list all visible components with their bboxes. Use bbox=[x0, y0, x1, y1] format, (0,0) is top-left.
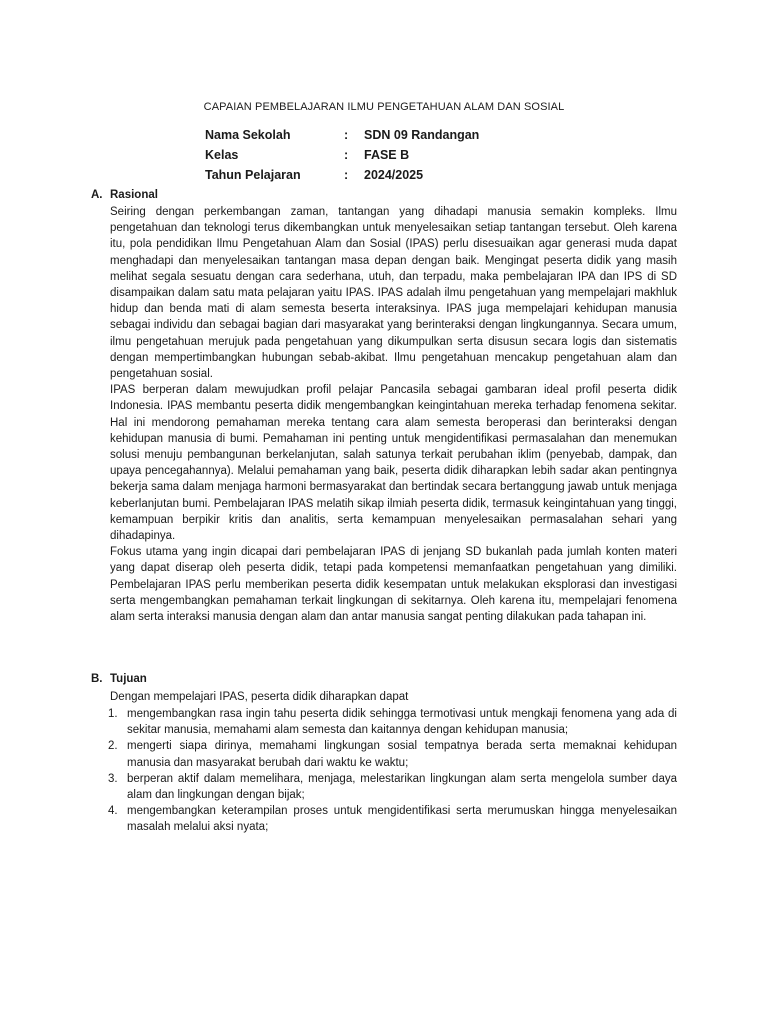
info-value: SDN 09 Randangan bbox=[364, 128, 480, 142]
paragraph: IPAS berperan dalam mewujudkan profil pelajar Pancasila sebagai gambaran ideal profil peserta didik Indonesia. IPAS membantu peserta didik mengembangkan keingintahuan mereka terhadap fenomena sekitar. Hal ini mendorong pemahaman mereka tentang cara alam semesta beroperasi dan berinteraksi dengan kehidupan manusia di bumi. Pemahaman ini penting untuk mengidentifikasi permasalahan dan menemukan solusi menuju pembangunan berkelanjutan, salah satunya terkait perubahan iklim (penyebab, dampak, dan upaya pencegahannya). Melalui pemahaman yang baik, peserta didik diharapkan lebih sadar akan pentingnya bekerja sama dalam menjaga harmoni bermasyarakat dan bertindak secara bertanggung jawab untuk menjaga keberlanjutan bumi. Pembelajaran IPAS melatih sikap ilmiah peserta didik, termasuk keingintahuan yang tinggi, kemampuan berpikir kritis dan analitis, serta kemampuan menyelesaikan permasalahan sehari yang dihadapinya. bbox=[110, 384, 677, 543]
info-value: 2024/2025 bbox=[364, 168, 424, 182]
list-number: 3. bbox=[108, 772, 118, 785]
paragraph: Seiring dengan perkembangan zaman, tantangan yang dihadapi manusia semakin kompleks. Ilmu pengetahuan dan teknologi terus dikembangkan untuk menyelesaikan setiap tantangan tersebut. Oleh karena itu, pola pendidikan Ilmu Pengetahuan Alam dan Sosial (IPAS) perlu disesuaikan agar generasi muda dapat menghadapi dan menyelesaikan tantangan masa depan dengan baik. Mengingat peserta didik yang masih melihat segala sesuatu dengan cara sederhana, utuh, dan terpadu, maka pembelajaran IPA dan IPS di SD disampaikan dalam satu mata pelajaran yaitu IPAS. IPAS adalah ilmu pengetahuan yang mempelajari makhluk hidup dan benda mati di alam semesta beserta interaksinya. IPAS juga mempelajari kehidupan manusia sebagai individu dan sebagai bagian dari masyarakat yang berinteraksi dengan lingkungannya. Secara umum, ilmu pengetahuan merujuk pada pengetahuan yang dikumpulkan serta disusun secara logis dan sistematis dengan mempertimbangkan hubungan sebab-akibat. Ilmu pengetahuan mencakup pengetahuan alam dan pengetahuan sosial. bbox=[110, 206, 677, 381]
list-number: 2. bbox=[108, 740, 118, 753]
info-colon: : bbox=[344, 168, 349, 182]
document-title: CAPAIAN PEMBELAJARAN ILMU PENGETAHUAN ALAM DAN SOSIAL bbox=[203, 101, 565, 113]
section-title: Tujuan bbox=[110, 673, 147, 685]
section-title: Rasional bbox=[110, 189, 158, 201]
list-item-text: mengembangkan keterampilan proses untuk mengidentifikasi serta merumuskan hingga menyelesaikan masalah melalui aksi nyata; bbox=[127, 805, 677, 834]
section-b-intro bbox=[110, 689, 677, 705]
list-item-text: mengerti siapa dirinya, memahami lingkungan sosial tempatnya berada serta memaknai kehidupan manusia dan masyarakat berubah dari waktu ke waktu; bbox=[127, 740, 677, 769]
section-a-body bbox=[110, 204, 677, 625]
section-letter: B. bbox=[91, 673, 103, 685]
list-item bbox=[108, 771, 677, 803]
info-label: Nama Sekolah bbox=[205, 128, 291, 142]
objectives-list bbox=[108, 706, 677, 836]
list-item bbox=[108, 706, 677, 738]
list-item bbox=[108, 803, 677, 835]
paragraph: Dengan mempelajari IPAS, peserta didik diharapkan dapat bbox=[110, 691, 409, 703]
section-letter: A. bbox=[91, 189, 103, 201]
info-colon: : bbox=[344, 128, 349, 142]
info-colon: : bbox=[344, 148, 349, 162]
list-number: 1. bbox=[108, 708, 118, 720]
info-value: FASE B bbox=[364, 148, 410, 162]
list-item-text: mengembangkan rasa ingin tahu peserta didik sehingga termotivasi untuk mengkaji fenomena yang ada di sekitar manusia, memahami alam semesta dan kaitannya dengan kehidupan manusia; bbox=[127, 708, 677, 737]
list-number: 4. bbox=[108, 805, 118, 818]
list-item bbox=[108, 738, 677, 770]
paragraph: Fokus utama yang ingin dicapai dari pembelajaran IPAS di jenjang SD bukanlah pada jumlah konten materi yang dapat diserap oleh peserta didik, tetapi pada kompetensi memanfaatkan pengetahuan yang dimiliki. Pembelajaran IPAS perlu memberikan peserta didik kesempatan untuk melakukan eksplorasi dan investigasi serta mengembangkan pemahaman terkait lingkungan di sekitarnya. Oleh karena itu, mempelajari fenomena alam serta interaksi manusia dengan alam dan antar manusia sangat penting dilakukan pada tahapan ini. bbox=[110, 546, 677, 624]
info-label: Tahun Pelajaran bbox=[205, 168, 301, 182]
info-label: Kelas bbox=[205, 148, 239, 162]
list-item-text: berperan aktif dalam memelihara, menjaga, melestarikan lingkungan alam serta mengelola sumber daya alam dan lingkungan dengan bijak; bbox=[127, 772, 677, 802]
